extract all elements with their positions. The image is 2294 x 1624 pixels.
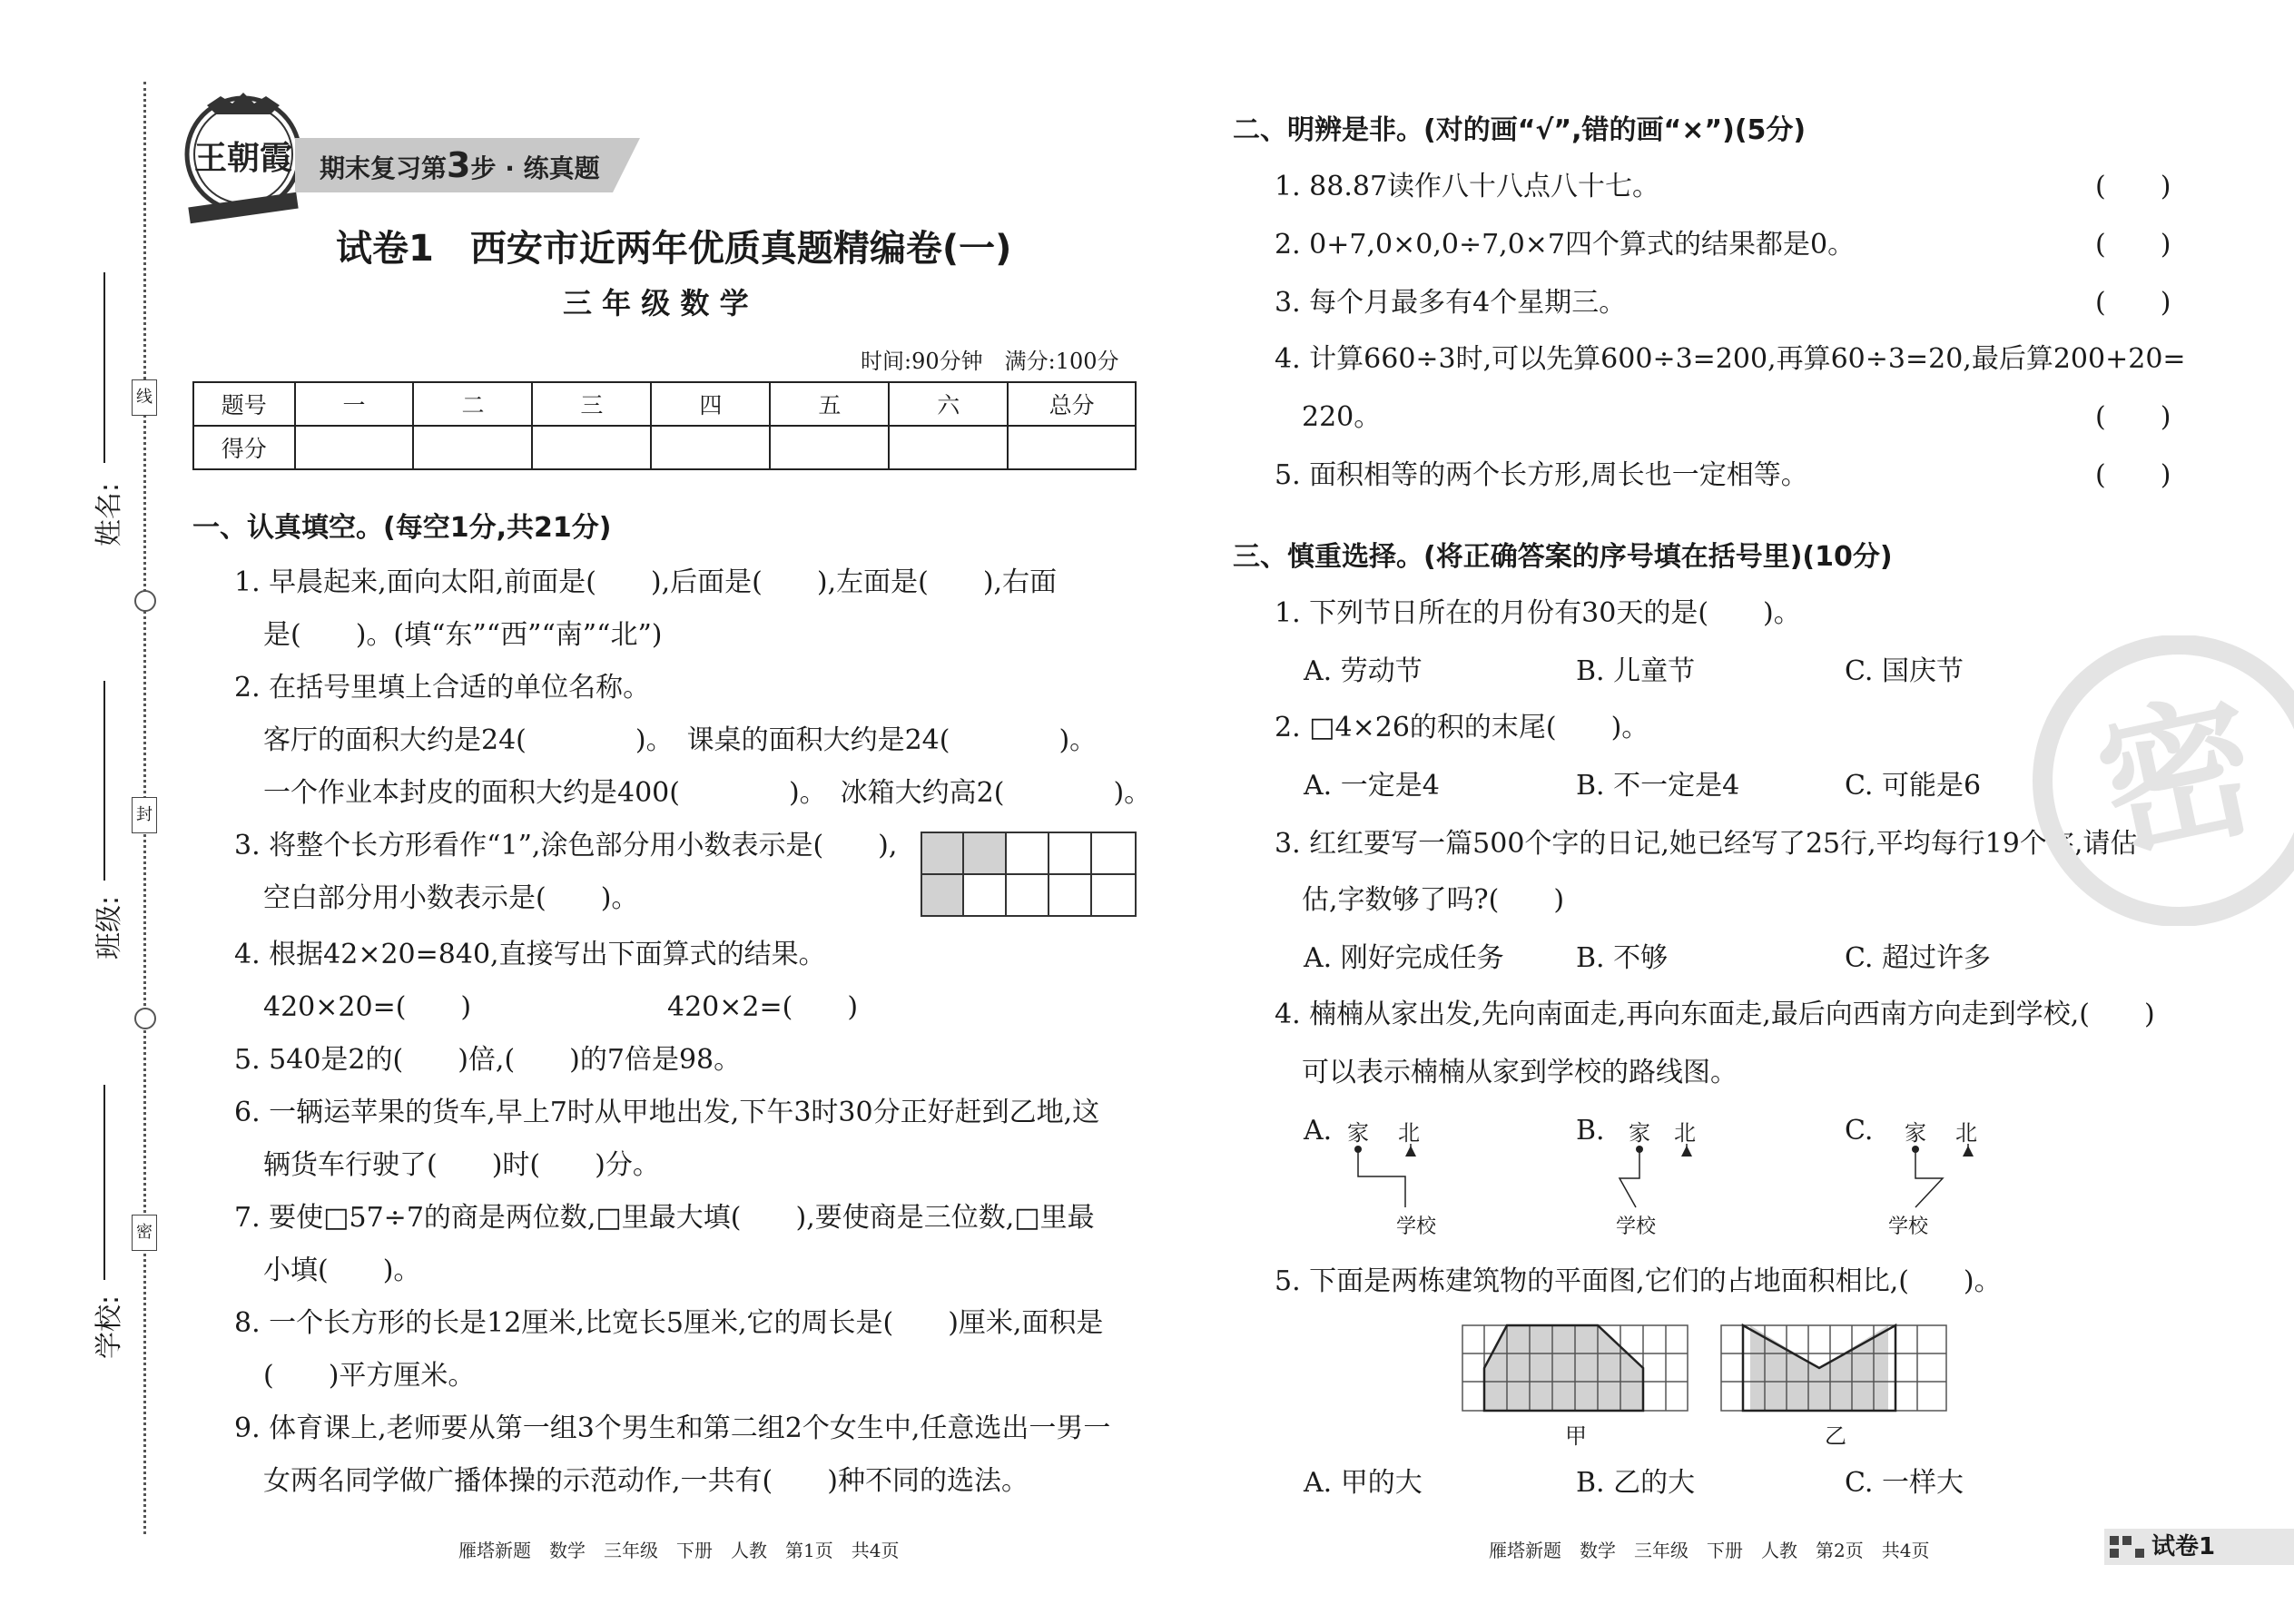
route-north-label: 北 [1955,1120,1977,1146]
q4-expr: 420×2=( ) [667,991,859,1023]
building-label-jia: 甲 [1565,1423,1587,1449]
q3-rectangle-figure [921,832,1138,919]
score-header-cell: 总分 [1008,382,1136,426]
s2-q4: 4. 计算660÷3时,可以先算600÷3=200,再算60÷3=20,最后算200+20= [1275,343,2186,375]
q3-line: 3. 将整个长方形看作“1”,涂色部分用小数表示是( ), [234,830,898,861]
tab-deco-icon [2110,1536,2146,1558]
class-input-line[interactable] [103,681,105,881]
q5-line: 5. 540是2的( )倍,( )的7倍是98。 [234,1044,742,1076]
footer-left: 雁塔新题 数学 三年级 下册 人教 第1页 共4页 [458,1540,900,1561]
q8-line: 8. 一个长方形的长是12厘米,比宽长5厘米,它的周长是( )厘米,面积是 [234,1307,1104,1339]
banner-text [320,145,600,189]
s3-q3-option-c[interactable]: C. 超过许多 [1845,942,1991,974]
banner-pre: 期末复习第 [320,153,448,183]
score-cell[interactable] [1008,426,1136,469]
s2-answer-1[interactable]: ( ) [2095,171,2171,202]
route-c-path [1885,1115,2066,1242]
s3-q3: 3. 红红要写一篇500个字的日记,她已经写了25行,平均每行19个字,请估一 [1275,828,2165,860]
score-value-row [193,426,1136,469]
q4-expr: 420×20=( ) [263,991,472,1023]
s3-q5-option-c[interactable]: C. 一样大 [1845,1467,1964,1499]
seal-char-feng: 封 [132,797,157,833]
route-b [1616,1115,1797,1242]
s3-q5-option-a[interactable]: A. 甲的大 [1304,1467,1423,1499]
s3-q2-option-a[interactable]: A. 一定是4 [1304,770,1440,802]
s3-q3-option-b[interactable]: B. 不够 [1576,942,1669,974]
score-header-cell: 二 [413,382,532,426]
class-label: 班级: [94,895,126,960]
q9-line: 9. 体育课上,老师要从第一组3个男生和第二组2个女生中,任意选出一男一 [234,1412,1111,1444]
route-school-label: 学校 [1888,1216,1929,1238]
route-school-label: 学校 [1616,1216,1657,1238]
route-north-label: 北 [1398,1120,1420,1146]
score-header-row [193,382,1136,426]
s3-q3: 估,字数够了吗?( ) [1302,884,1565,916]
q8-line: ( )平方厘米。 [263,1360,476,1392]
s3-q5: 5. 下面是两栋建筑物的平面图,它们的占地面积相比,( )。 [1275,1265,2002,1297]
school-label: 学校: [94,1294,126,1360]
q9-line: 女两名同学做广播体操的示范动作,一共有( )种不同的选法。 [263,1465,1029,1497]
s3-q4-option-a[interactable]: A. [1304,1115,1333,1147]
score-header-cell: 题号 [193,382,295,426]
score-header-cell: 四 [651,382,770,426]
q2-line: 一个作业本封皮的面积大约是400( )。 冰箱大约高2( )。 [263,777,1152,809]
name-label: 姓名: [94,482,126,547]
q6-line: 辆货车行驶了( )时( )分。 [263,1149,660,1181]
footer-tab [2104,1529,2294,1565]
s3-q4: 可以表示楠楠从家到学校的路线图。 [1302,1057,1738,1088]
banner-post: 步 · 练真题 [470,153,600,183]
s2-q4: 220。 [1302,401,1382,433]
q2-line: 2. 在括号里填上合适的单位名称。 [234,672,651,704]
s3-q1-option-a[interactable]: A. 劳动节 [1304,655,1423,687]
seal-char-mi: 密 [132,1215,157,1251]
route-home-label: 家 [1629,1120,1650,1146]
s2-answer-4[interactable]: ( ) [2095,401,2171,433]
route-school-label: 学校 [1396,1216,1437,1238]
banner-step: 3 [447,145,471,185]
route-north-label: 北 [1674,1120,1696,1146]
tab-label: 试卷1 [2151,1533,2216,1560]
confidential-watermark [2024,635,2294,926]
section-2-title: 二、明辨是非。(对的画“√”,错的画“×”)(5分) [1233,114,1807,146]
score-cell[interactable] [889,426,1008,469]
s3-q5-option-b[interactable]: B. 乙的大 [1576,1467,1696,1499]
s2-answer-2[interactable]: ( ) [2095,229,2171,261]
score-cell[interactable] [295,426,414,469]
q1-line: 1. 早晨起来,面向太阳,前面是( ),后面是( ),左面是( ),右面 [234,566,1058,598]
watermark-text: 密 [2083,674,2273,882]
q7-line: 7. 要使□57÷7的商是两位数,□里最大填( ),要使商是三位数,□里最 [234,1202,1095,1234]
s3-q2-option-c[interactable]: C. 可能是6 [1845,770,1982,802]
name-input-line[interactable] [103,272,105,463]
section-1-title: 一、认真填空。(每空1分,共21分) [192,512,612,544]
score-header-cell: 三 [532,382,651,426]
q2-line: 客厅的面积大约是24( )。 课桌的面积大约是24( )。 [263,724,1098,756]
q6-line: 6. 一辆运苹果的货车,早上7时从甲地出发,下午3时30分正好赶到乙地,这 [234,1097,1100,1128]
s3-q2-option-b[interactable]: B. 不一定是4 [1576,770,1740,802]
s3-q1: 1. 下列节日所在的月份有30天的是( )。 [1275,597,1801,629]
page-subtitle: 三 年 级 数 学 [563,286,749,320]
section-3-title: 三、慎重选择。(将正确答案的序号填在括号里)(10分) [1233,541,1893,573]
route-home-label: 家 [1905,1120,1926,1146]
logo-text: 王朝霞 [193,139,293,177]
s3-q1-option-c[interactable]: C. 国庆节 [1845,655,1964,687]
s2-q2: 2. 0+7,0×0,0÷7,0×7四个算式的结果都是0。 [1275,229,1856,261]
s3-q1-option-b[interactable]: B. 儿童节 [1576,655,1696,687]
s2-q5: 5. 面积相等的两个长方形,周长也一定相等。 [1275,459,1808,491]
score-cell[interactable] [770,426,889,469]
route-b-path [1616,1115,1797,1242]
q3-line: 空白部分用小数表示是( )。 [263,882,639,914]
building-plans [1462,1324,1952,1414]
route-a-path [1344,1115,1525,1242]
s3-q3-option-a[interactable]: A. 刚好完成任务 [1304,942,1504,974]
route-c [1885,1115,2066,1242]
score-row-label: 得分 [193,426,295,469]
s3-q4-option-c[interactable]: C. [1845,1115,1874,1147]
s2-q3: 3. 每个月最多有4个星期三。 [1275,287,1627,319]
seal-char-xian: 线 [132,379,157,416]
s2-q1: 1. 88.87读作八十八点八十七。 [1275,171,1660,202]
score-cell[interactable] [413,426,532,469]
seal-dot-icon [134,590,156,612]
q1-line: 是( )。(填“东”“西”“南”“北”) [263,619,663,651]
q7-line: 小填( )。 [263,1255,421,1286]
route-home-label: 家 [1347,1120,1369,1146]
score-header-cell: 一 [295,382,414,426]
score-table [192,381,1137,470]
s2-answer-5[interactable]: ( ) [2095,459,2171,491]
brand-logo [180,89,307,225]
s2-answer-3[interactable]: ( ) [2095,287,2171,319]
seal-dot-icon [134,1008,156,1029]
q4-line: 4. 根据42×20=840,直接写出下面算式的结果。 [234,939,826,970]
page-title: 试卷1 西安市近两年优质真题精编卷(一) [336,228,1012,270]
s3-q2: 2. □4×26的积的末尾( )。 [1275,712,1649,743]
s3-q4: 4. 楠楠从家出发,先向南面走,再向东面走,最后向西南方向走到学校,( ) [1275,999,2155,1030]
time-info: 时间:90分钟 满分:100分 [861,349,1119,374]
score-cell[interactable] [532,426,651,469]
school-input-line[interactable] [103,1085,105,1280]
score-cell[interactable] [651,426,770,469]
footer-right: 雁塔新题 数学 三年级 下册 人教 第2页 共4页 [1489,1540,1930,1561]
building-label-yi: 乙 [1825,1423,1846,1449]
score-header-cell: 五 [770,382,889,426]
route-a [1344,1115,1525,1242]
score-header-cell: 六 [889,382,1008,426]
s3-q4-option-b[interactable]: B. [1576,1115,1605,1147]
